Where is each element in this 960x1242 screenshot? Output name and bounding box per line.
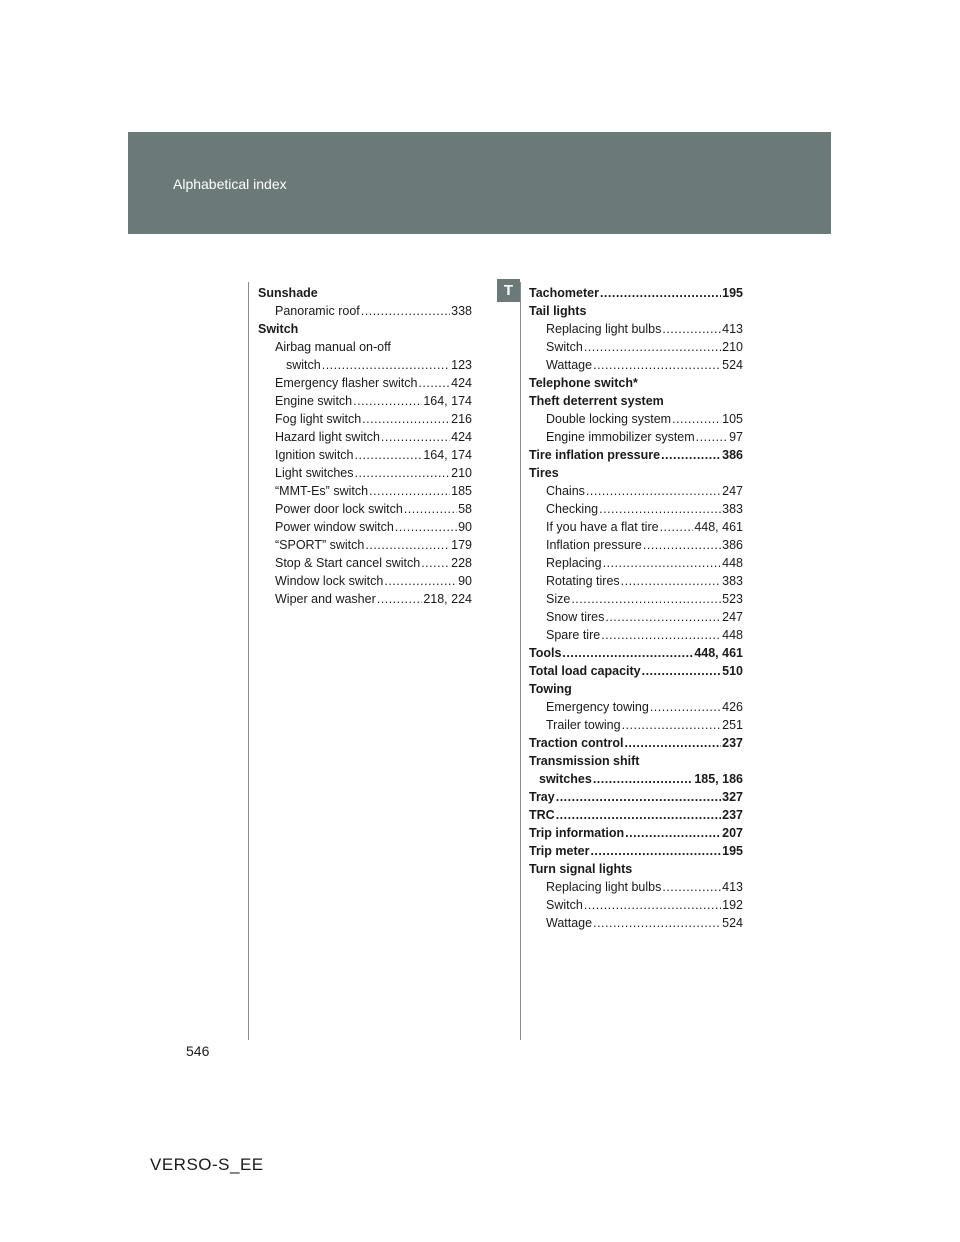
page-number: 546 <box>186 1043 210 1059</box>
entry-term: Hazard light switch <box>275 430 380 444</box>
entry-page-ref: 424 <box>451 376 472 390</box>
entry-term: Wattage <box>546 916 593 930</box>
dot-leader <box>355 446 423 464</box>
entry-page-ref: 383 <box>722 502 743 516</box>
entry-page-ref: 523 <box>722 592 743 606</box>
entry-term: Replacing light bulbs <box>546 322 662 336</box>
dot-leader <box>418 374 450 392</box>
entry-page-ref: 185, 186 <box>694 772 743 786</box>
section-letter-tab: T <box>497 279 520 302</box>
index-entry <box>529 536 743 554</box>
dot-leader <box>369 482 450 500</box>
dot-leader <box>322 356 450 374</box>
index-entry <box>529 608 743 626</box>
index-entry <box>529 896 743 914</box>
entry-term: Replacing <box>546 556 602 570</box>
index-entry <box>529 752 743 770</box>
entry-term: Tachometer <box>529 286 599 300</box>
index-entry <box>529 482 743 500</box>
dot-leader <box>696 428 728 446</box>
index-entry <box>529 698 743 716</box>
entry-page-ref: 247 <box>722 484 743 498</box>
entry-term: Tray <box>529 790 555 804</box>
index-entry <box>258 590 472 608</box>
entry-page-ref: 237 <box>722 736 743 750</box>
entry-page-ref: 185 <box>451 484 472 498</box>
index-entry <box>258 284 472 302</box>
entry-term: Stop & Start cancel switch <box>275 556 421 570</box>
dot-leader <box>355 464 451 482</box>
dot-leader <box>556 806 721 824</box>
entry-page-ref: 210 <box>451 466 472 480</box>
index-entry <box>529 464 743 482</box>
entry-term: Tires <box>529 466 559 480</box>
entry-term: “MMT-Es” switch <box>275 484 369 498</box>
dot-leader <box>362 410 450 428</box>
index-entry <box>258 464 472 482</box>
index-entry <box>529 374 743 392</box>
dot-leader <box>593 914 721 932</box>
entry-term: Airbag manual on-off <box>275 340 391 354</box>
index-entry <box>529 428 743 446</box>
index-entry <box>529 446 743 464</box>
dot-leader <box>365 536 450 554</box>
entry-page-ref: 123 <box>451 358 472 372</box>
index-entry <box>529 806 743 824</box>
entry-term: Traction control <box>529 736 624 750</box>
dot-leader <box>600 284 721 302</box>
entry-page-ref: 448, 461 <box>694 520 743 534</box>
dot-leader <box>562 644 693 662</box>
dot-leader <box>603 554 722 572</box>
entry-term: Tire inflation pressure <box>529 448 661 462</box>
index-entry <box>529 500 743 518</box>
index-entry <box>258 572 472 590</box>
dot-leader <box>660 518 694 536</box>
entry-term: Inflation pressure <box>546 538 642 552</box>
entry-page-ref: 228 <box>451 556 472 570</box>
dot-leader <box>593 770 694 788</box>
dot-leader <box>404 500 457 518</box>
entry-term: Switch <box>546 898 583 912</box>
entry-term: Tools <box>529 646 562 660</box>
entry-term: “SPORT” switch <box>275 538 365 552</box>
entry-term: Chains <box>546 484 585 498</box>
index-entry <box>529 338 743 356</box>
index-entry <box>529 878 743 896</box>
dot-leader <box>395 518 457 536</box>
dot-leader <box>571 590 721 608</box>
right-index-column <box>529 284 743 932</box>
dot-leader <box>584 896 721 914</box>
left-index-column <box>258 284 472 608</box>
entry-term: Emergency flasher switch <box>275 376 418 390</box>
right-column-rule <box>520 282 521 1040</box>
entry-page-ref: 90 <box>458 520 472 534</box>
entry-page-ref: 510 <box>722 664 743 678</box>
entry-page-ref: 164, 174 <box>423 448 472 462</box>
entry-page-ref: 448 <box>722 628 743 642</box>
entry-page-ref: 383 <box>722 574 743 588</box>
dot-leader <box>586 482 721 500</box>
entry-page-ref: 58 <box>458 502 472 516</box>
index-entry <box>258 374 472 392</box>
entry-term: Trailer towing <box>546 718 621 732</box>
index-entry <box>529 824 743 842</box>
entry-term: Fog light switch <box>275 412 362 426</box>
entry-term: Power window switch <box>275 520 394 534</box>
dot-leader <box>625 824 721 842</box>
entry-page-ref: 195 <box>722 286 743 300</box>
index-entry <box>529 392 743 410</box>
dot-leader <box>601 626 721 644</box>
entry-term: Snow tires <box>546 610 605 624</box>
entry-page-ref: 192 <box>722 898 743 912</box>
index-entry <box>258 320 472 338</box>
dot-leader <box>590 842 721 860</box>
entry-page-ref: 448 <box>722 556 743 570</box>
entry-term: Power door lock switch <box>275 502 403 516</box>
index-entry <box>258 518 472 536</box>
dot-leader <box>642 662 722 680</box>
entry-term: switch <box>286 358 321 372</box>
entry-page-ref: 426 <box>722 700 743 714</box>
entry-term: Double locking system <box>546 412 672 426</box>
entry-term: Telephone switch* <box>529 376 638 390</box>
dot-leader <box>622 716 722 734</box>
entry-term: Switch <box>258 322 299 336</box>
entry-page-ref: 413 <box>722 322 743 336</box>
entry-page-ref: 448, 461 <box>694 646 743 660</box>
entry-page-ref: 90 <box>458 574 472 588</box>
entry-page-ref: 338 <box>451 304 472 318</box>
entry-term: switches <box>539 772 592 786</box>
dot-leader <box>377 590 423 608</box>
entry-term: TRC <box>529 808 555 822</box>
index-entry <box>529 554 743 572</box>
entry-term: Spare tire <box>546 628 601 642</box>
dot-leader <box>672 410 721 428</box>
index-entry <box>529 788 743 806</box>
entry-term: Towing <box>529 682 572 696</box>
entry-term: Engine immobilizer system <box>546 430 695 444</box>
footer-code: VERSO-S_EE <box>150 1155 264 1174</box>
entry-page-ref: 218, 224 <box>423 592 472 606</box>
index-entry <box>529 770 743 788</box>
entry-page-ref: 247 <box>722 610 743 624</box>
entry-page-ref: 386 <box>722 448 743 462</box>
index-entry <box>529 914 743 932</box>
entry-term: Size <box>546 592 571 606</box>
entry-term: Trip meter <box>529 844 590 858</box>
index-entry <box>529 320 743 338</box>
dot-leader <box>624 734 721 752</box>
index-entry <box>529 626 743 644</box>
entry-term: Checking <box>546 502 599 516</box>
header-bar <box>128 132 831 234</box>
index-entry <box>529 662 743 680</box>
dot-leader <box>605 608 721 626</box>
entry-term: Trip information <box>529 826 625 840</box>
dot-leader <box>593 356 721 374</box>
entry-page-ref: 164, 174 <box>423 394 472 408</box>
entry-term: Sunshade <box>258 286 318 300</box>
index-entry <box>258 410 472 428</box>
entry-term: Replacing light bulbs <box>546 880 662 894</box>
entry-page-ref: 413 <box>722 880 743 894</box>
entry-term: Wiper and washer <box>275 592 376 606</box>
index-entry <box>258 536 472 554</box>
entry-term: Wattage <box>546 358 593 372</box>
index-entry <box>529 302 743 320</box>
index-entry <box>529 410 743 428</box>
entry-page-ref: 251 <box>722 718 743 732</box>
index-entry <box>258 392 472 410</box>
index-entry <box>529 284 743 302</box>
entry-term: Ignition switch <box>275 448 354 462</box>
dot-leader <box>650 698 721 716</box>
index-entry <box>258 302 472 320</box>
entry-page-ref: 210 <box>722 340 743 354</box>
entry-page-ref: 216 <box>451 412 472 426</box>
index-entry <box>258 554 472 572</box>
index-entry <box>529 734 743 752</box>
entry-term: Window lock switch <box>275 574 384 588</box>
entry-page-ref: 237 <box>722 808 743 822</box>
dot-leader <box>556 788 721 806</box>
entry-page-ref: 327 <box>722 790 743 804</box>
dot-leader <box>661 446 721 464</box>
dot-leader <box>643 536 721 554</box>
index-entry <box>258 446 472 464</box>
entry-term: Transmission shift <box>529 754 640 768</box>
entry-term: Emergency towing <box>546 700 649 714</box>
dot-leader <box>384 572 457 590</box>
entry-page-ref: 424 <box>451 430 472 444</box>
entry-page-ref: 97 <box>729 430 743 444</box>
dot-leader <box>421 554 450 572</box>
entry-page-ref: 207 <box>722 826 743 840</box>
entry-term: Turn signal lights <box>529 862 633 876</box>
entry-term: Total load capacity <box>529 664 641 678</box>
index-entry <box>529 860 743 878</box>
entry-term: If you have a flat tire <box>546 520 659 534</box>
entry-page-ref: 105 <box>722 412 743 426</box>
dot-leader <box>662 320 721 338</box>
index-entry <box>529 644 743 662</box>
entry-page-ref: 524 <box>722 916 743 930</box>
entry-page-ref: 524 <box>722 358 743 372</box>
index-entry <box>529 518 743 536</box>
dot-leader <box>381 428 450 446</box>
index-entry <box>529 842 743 860</box>
entry-term: Light switches <box>275 466 354 480</box>
dot-leader <box>621 572 721 590</box>
entry-term: Engine switch <box>275 394 353 408</box>
dot-leader <box>662 878 721 896</box>
index-entry <box>529 680 743 698</box>
entry-page-ref: 386 <box>722 538 743 552</box>
entry-term: Switch <box>546 340 583 354</box>
entry-term: Tail lights <box>529 304 587 318</box>
entry-page-ref: 179 <box>451 538 472 552</box>
entry-term: Panoramic roof <box>275 304 360 318</box>
index-entry <box>258 356 472 374</box>
index-entry <box>529 590 743 608</box>
entry-term: Theft deterrent system <box>529 394 664 408</box>
entry-page-ref: 195 <box>722 844 743 858</box>
index-entry <box>258 428 472 446</box>
dot-leader <box>353 392 422 410</box>
entry-term: Rotating tires <box>546 574 620 588</box>
dot-leader <box>361 302 450 320</box>
index-entry <box>529 572 743 590</box>
index-entry <box>258 500 472 518</box>
index-entry <box>529 356 743 374</box>
index-entry <box>258 482 472 500</box>
index-entry <box>529 716 743 734</box>
left-column-rule <box>248 282 249 1040</box>
header-title: Alphabetical index <box>173 176 287 192</box>
dot-leader <box>599 500 721 518</box>
index-entry <box>258 338 472 356</box>
dot-leader <box>584 338 721 356</box>
